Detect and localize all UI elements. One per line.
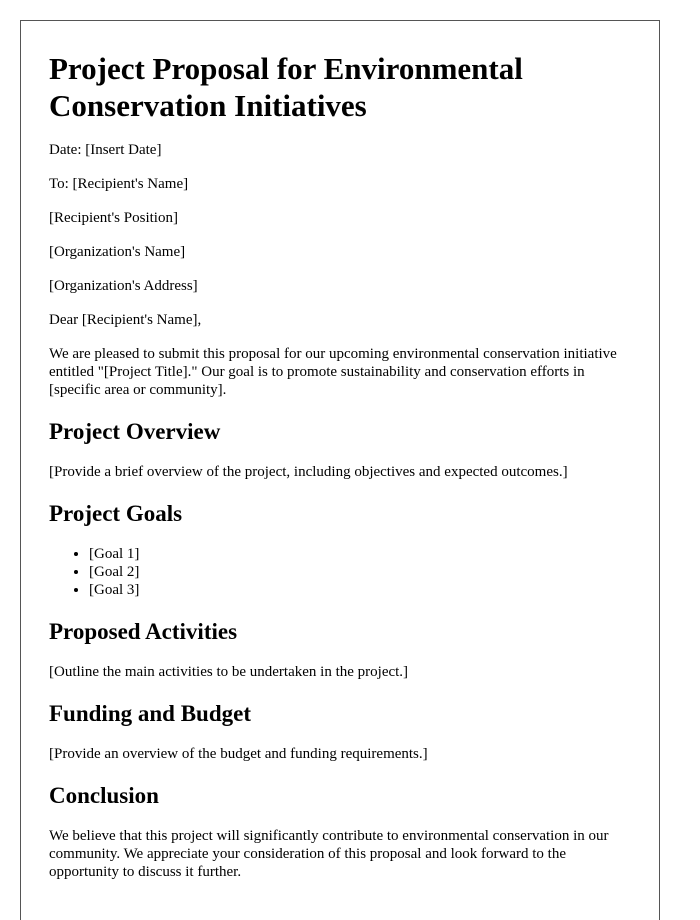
recipient-position-line: [Recipient's Position] — [49, 210, 178, 226]
overview-text: [Provide a brief overview of the project, including objectives and expected outcomes.] — [49, 464, 568, 480]
document-page — [20, 20, 660, 920]
intro-paragraph: We are pleased to submit this proposal for our upcoming environmental conservation initiative entitled "[Project Title]." Our goal is to promote sustainability and conservation efforts in [specific area or community]. — [49, 346, 617, 398]
document-title: Project Proposal for Environmental Conservation Initiatives — [49, 51, 523, 123]
activities-heading: Proposed Activities — [49, 619, 238, 644]
organization-name-line: [Organization's Name] — [49, 244, 186, 260]
organization-address-line: [Organization's Address] — [49, 278, 198, 294]
date-line: Date: [Insert Date] — [49, 142, 162, 158]
salutation: Dear [Recipient's Name], — [49, 312, 202, 328]
goals-list — [49, 545, 631, 599]
overview-heading: Project Overview — [49, 419, 221, 444]
funding-heading: Funding and Budget — [49, 701, 251, 726]
funding-text: [Provide an overview of the budget and funding requirements.] — [49, 746, 428, 762]
goal-item: • [Goal 1] — [89, 545, 631, 563]
recipient-name-line: To: [Recipient's Name] — [49, 176, 189, 192]
goal-item: • [Goal 2] — [89, 563, 631, 581]
conclusion-heading: Conclusion — [49, 783, 159, 808]
goal-item: • [Goal 3] — [89, 581, 631, 599]
goals-heading: Project Goals — [49, 501, 183, 526]
conclusion-text: We believe that this project will significantly contribute to environmental conservation in our community. We appreciate your consideration of this proposal and look forward to the opportunity to discuss it further. — [49, 828, 609, 880]
activities-text: [Outline the main activities to be undertaken in the project.] — [49, 664, 409, 680]
